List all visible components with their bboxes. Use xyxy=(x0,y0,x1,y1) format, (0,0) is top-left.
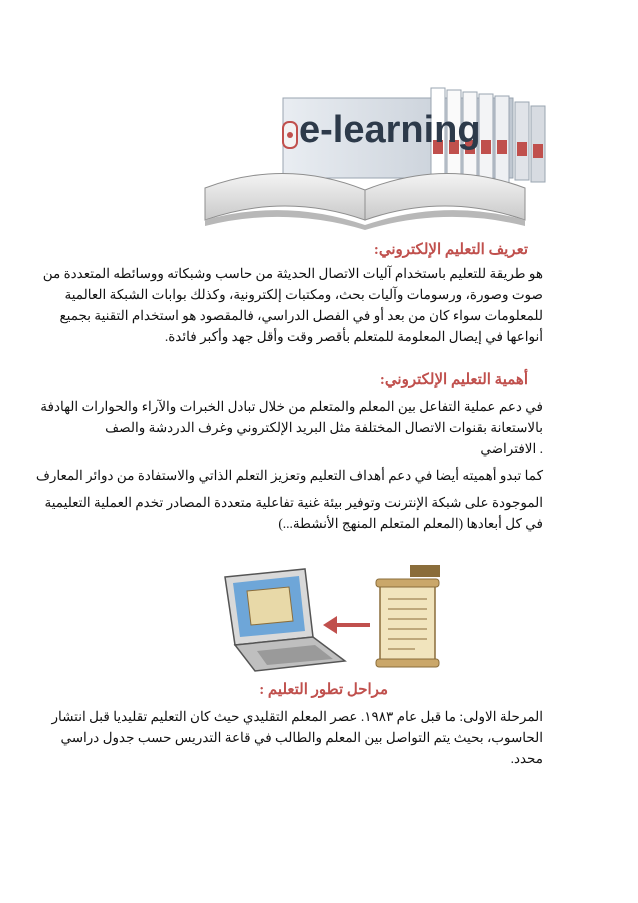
laptop-and-scroll-graphic xyxy=(195,565,445,675)
importance-line: الموجودة على شبكة الإنترنت وتوفير بيئة غنية تفاعلية متعددة المصادر تخدم العملية التعليمية xyxy=(44,495,543,510)
scroll-icon xyxy=(376,565,440,667)
e-learning-logo-text: e-learning xyxy=(299,109,481,151)
importance-line: كما تبدو أهميته أيضا في دعم أهداف التعليم وتعزيز التعلم الذاتي والاستفادة من دوائر المعارف xyxy=(35,468,543,483)
stages-line: المرحلة الاولى: ما قبل عام ١٩٨٣. عصر المعلم التقليدي حيث كان التعليم تقليديا قبل انتشار xyxy=(51,709,543,724)
importance-heading: أهمية التعليم الإلكتروني: xyxy=(379,372,528,388)
definition-line: صوت وصورة، ورسومات وآليات بحث، ومكتبات إلكترونية، وكذلك بوابات الشبكة العالمية xyxy=(64,287,543,302)
laptop-illustration xyxy=(195,565,445,675)
books-and-monitor-graphic xyxy=(195,80,555,230)
definition-line: أنواعها في إيصال المعلومة للمتعلم بأقصر وقت وأقل جهد وأكبر فائدة. xyxy=(164,329,543,344)
mouse-icon xyxy=(283,122,297,148)
e-learning-illustration xyxy=(195,80,555,230)
laptop-icon xyxy=(225,569,345,671)
importance-line: في دعم عملية التفاعل بين المعلم والمتعلم من خلال تبادل الخبرات والآراء والحوارات الهادفة xyxy=(40,399,543,414)
importance-paragraph-1 xyxy=(33,396,543,459)
importance-line: في كل أبعادها (المعلم المتعلم المنهج الأنشطة...) xyxy=(278,516,543,531)
stages-heading: مراحل تطور التعليم : xyxy=(259,682,388,698)
stages-paragraph xyxy=(33,706,543,769)
importance-paragraph-2 xyxy=(33,465,543,534)
importance-line: . الافتراضي xyxy=(480,441,543,456)
definition-paragraph xyxy=(43,263,543,347)
stages-line: محدد. xyxy=(510,751,543,766)
stages-line: الحاسوب، بحيث يتم التواصل بين المعلم والطالب في قاعة التدريس حسب جدول دراسي xyxy=(60,730,543,745)
definition-heading: تعريف التعليم الإلكتروني: xyxy=(373,242,528,258)
arrow-left-icon xyxy=(323,616,370,634)
definition-line: للمعلومات سواء كان من بعد أو في الفصل الدراسي، فالمقصود هو استخدام التقنية بجميع xyxy=(59,308,543,323)
importance-line: بالاستعانة بقنوات الاتصال المختلفة مثل البريد الإلكتروني وغرف الدردشة والصف xyxy=(105,420,543,435)
definition-line: هو طريقة للتعليم باستخدام آليات الاتصال الحديثة من حاسب وشبكاته ووسائطه المتعددة من xyxy=(42,266,543,281)
open-book-icon xyxy=(205,173,525,230)
